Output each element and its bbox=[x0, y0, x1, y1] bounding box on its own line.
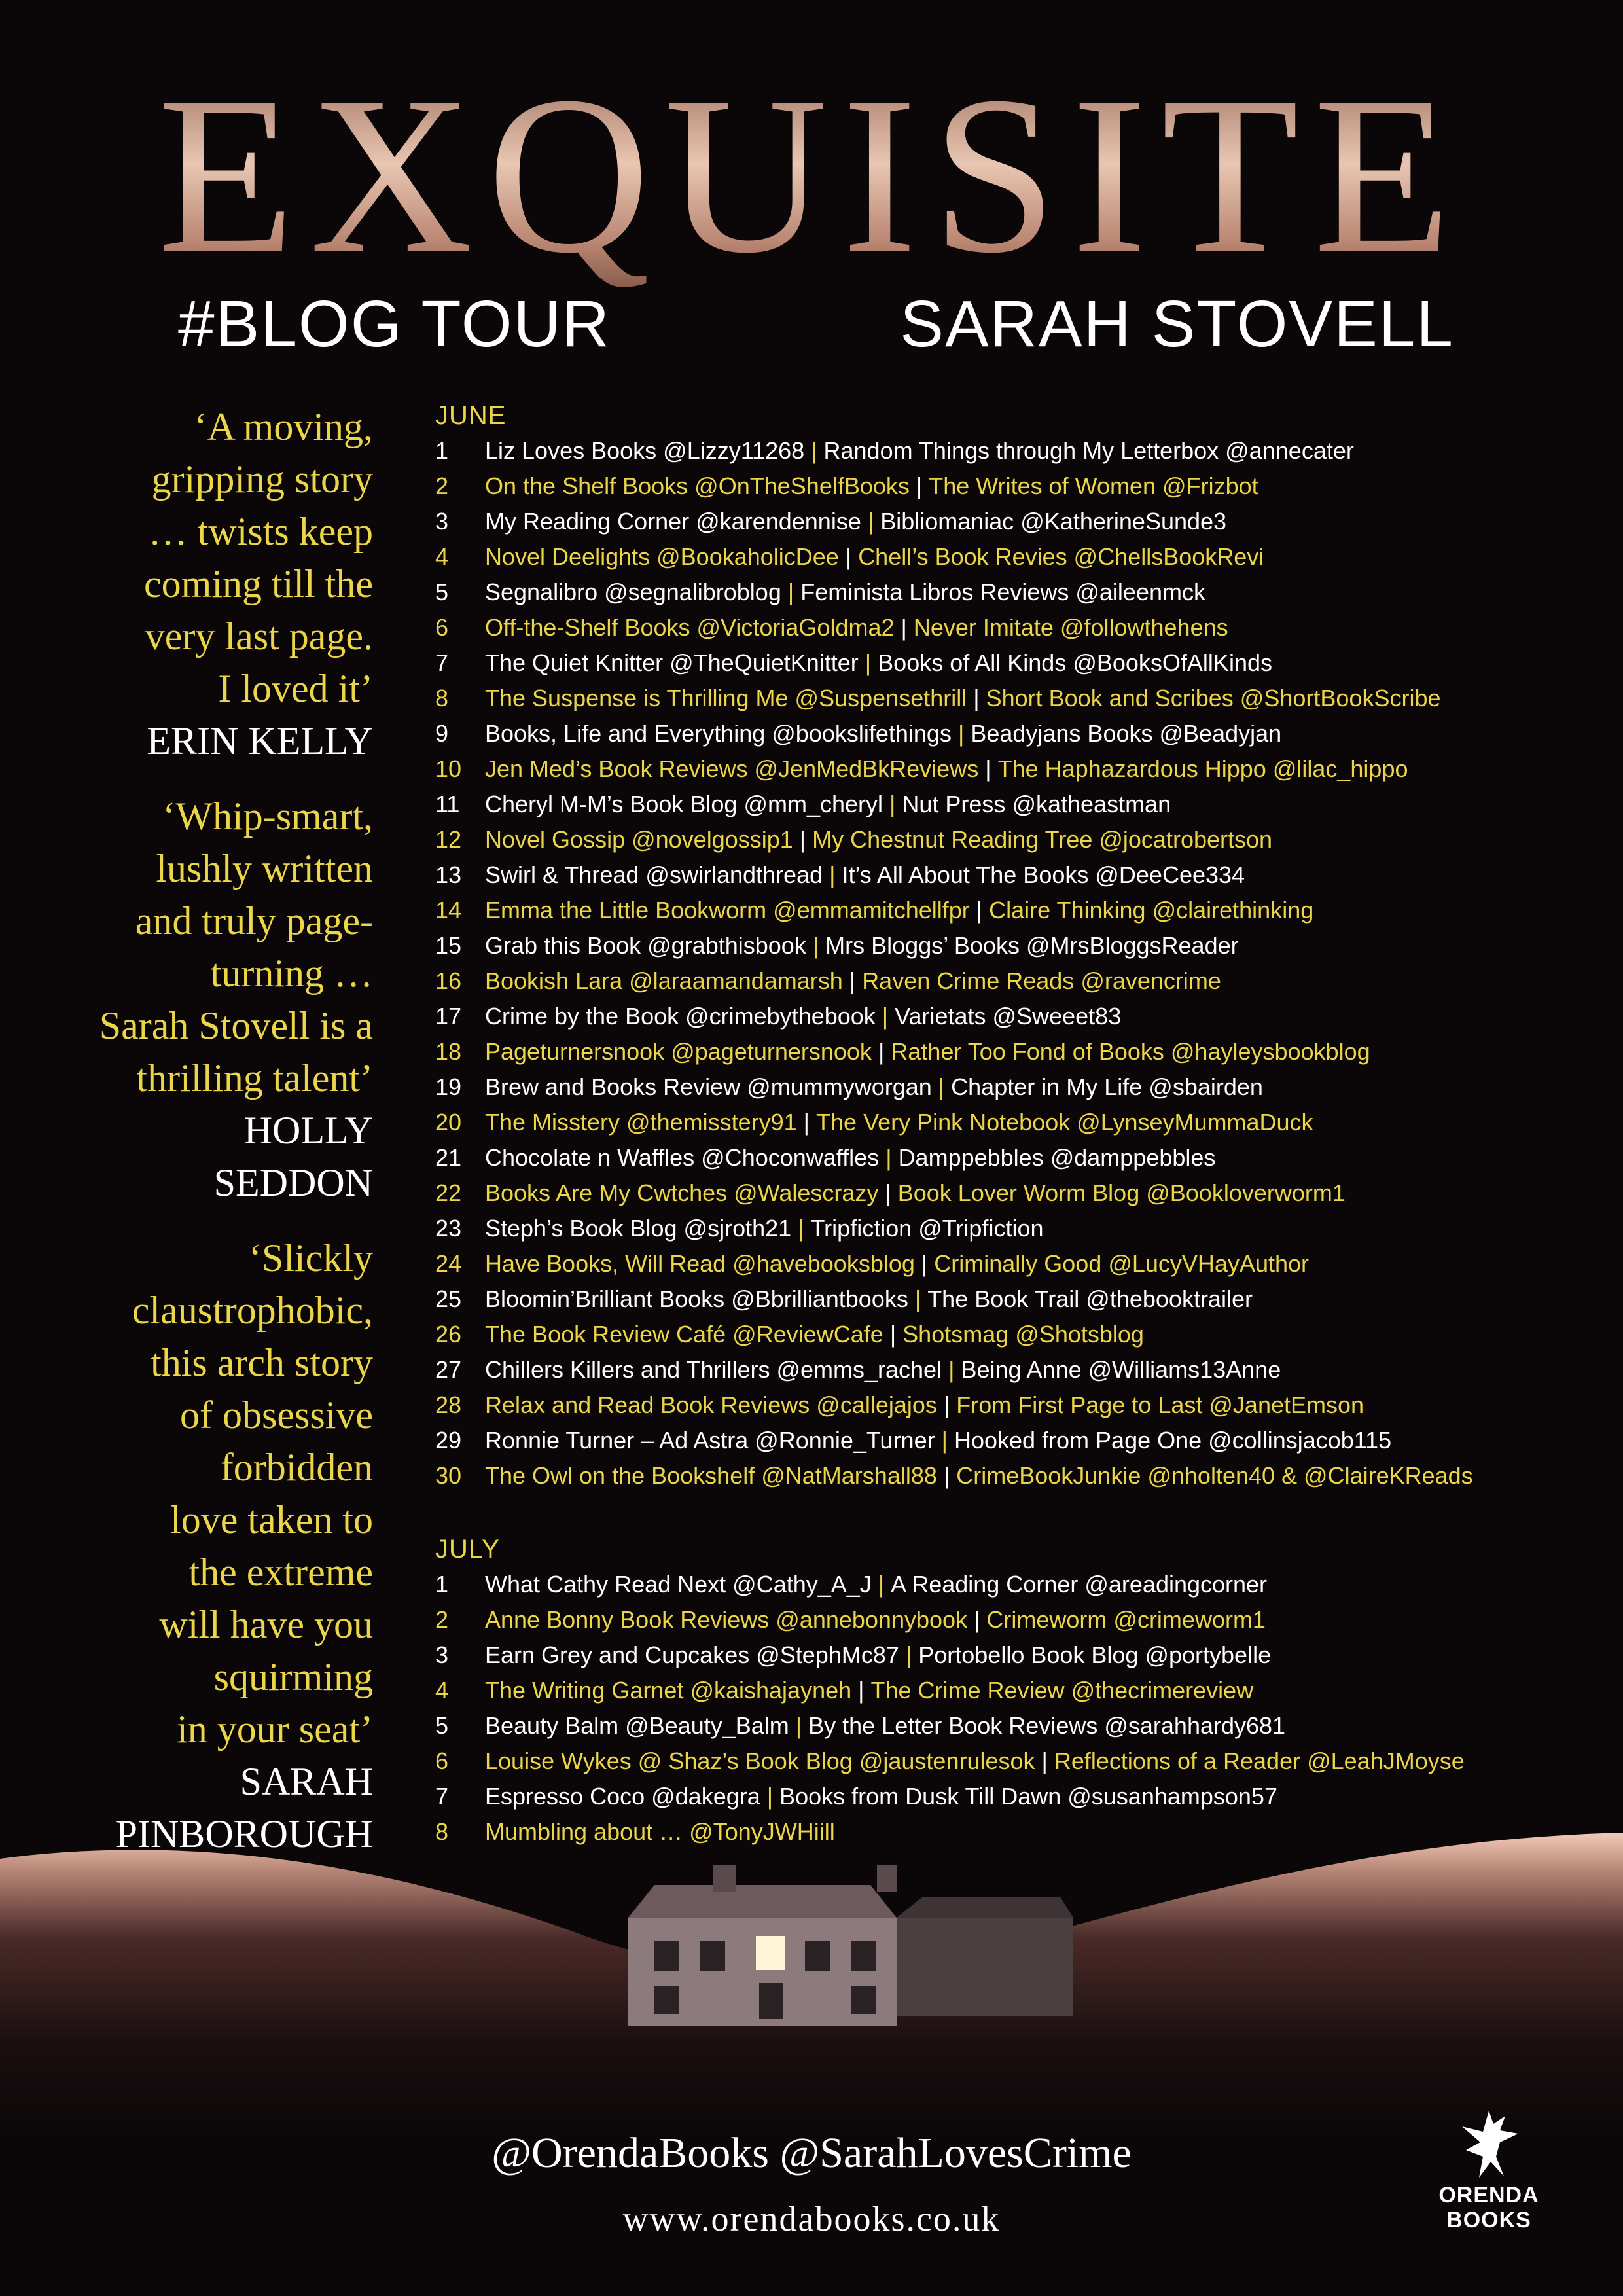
schedule-row bbox=[435, 716, 1587, 751]
day-number: 15 bbox=[435, 932, 462, 959]
schedule-row bbox=[435, 999, 1587, 1034]
blog-entry: Mrs Bloggs’ Books @MrsBloggsReader bbox=[825, 932, 1239, 959]
schedule-row bbox=[435, 822, 1587, 857]
entry-separator: | bbox=[867, 508, 874, 535]
author-name: SARAH STOVELL bbox=[900, 287, 1454, 361]
blog-entry: My Chestnut Reading Tree @jocatrobertson bbox=[812, 826, 1273, 853]
blog-entry: CrimeBookJunkie @nholten40 & @ClaireKReads bbox=[956, 1462, 1473, 1489]
entry-separator: | bbox=[889, 1321, 897, 1348]
blog-entry: It’s All About The Books @DeeCee334 bbox=[842, 861, 1245, 888]
blog-entry: Chapter in My Life @sbairden bbox=[951, 1073, 1263, 1100]
day-number: 7 bbox=[435, 1783, 449, 1810]
entry-separator: | bbox=[803, 1109, 810, 1136]
entry-separator: | bbox=[957, 720, 965, 747]
schedule-row bbox=[435, 1744, 1587, 1779]
schedule-row bbox=[435, 1458, 1587, 1494]
entry-separator: | bbox=[878, 1571, 885, 1598]
entry-separator: | bbox=[882, 1003, 889, 1030]
month-heading-june: JUNE bbox=[435, 401, 507, 430]
entry-separator: | bbox=[948, 1356, 955, 1383]
entry-separator: | bbox=[921, 1250, 928, 1277]
entry-separator: | bbox=[829, 861, 836, 888]
entry-separator: | bbox=[795, 1712, 802, 1739]
quote-text: ‘Whip-smart, lushly written and truly page- turning … Sarah Stovell is a thrilling talent’ bbox=[99, 795, 373, 1100]
blog-entry: Brew and Books Review @mummyworgan bbox=[485, 1073, 932, 1100]
blog-entry: Shotsmag @Shotsblog bbox=[902, 1321, 1144, 1348]
book-title: EXQUISITE bbox=[0, 62, 1623, 288]
day-number: 1 bbox=[435, 437, 449, 464]
schedule-row bbox=[435, 928, 1587, 963]
blog-entry: Grab this Book @grabthisbook bbox=[485, 932, 806, 959]
blog-entry: The Quiet Knitter @TheQuietKnitter bbox=[485, 649, 859, 676]
entry-separator: | bbox=[811, 437, 817, 464]
blog-entry: Tripfiction @Tripfiction bbox=[810, 1215, 1044, 1242]
blog-entry: Rather Too Fond of Books @hayleysbookblog bbox=[891, 1038, 1370, 1065]
blog-entry: Segnalibro @segnalibroblog bbox=[485, 579, 781, 605]
schedule-row bbox=[435, 575, 1587, 610]
blog-entry: Books Are My Cwtches @Walescrazy bbox=[485, 1179, 879, 1206]
blog-entry: Relax and Read Book Reviews @callejajos bbox=[485, 1391, 937, 1418]
june-schedule-list bbox=[435, 433, 1587, 1494]
entry-separator: | bbox=[941, 1427, 948, 1454]
entry-separator: | bbox=[973, 685, 980, 711]
entry-separator: | bbox=[885, 1144, 892, 1171]
entry-separator: | bbox=[914, 1285, 921, 1312]
blog-entry: Criminally Good @LucyVHayAuthor bbox=[934, 1250, 1310, 1277]
day-number: 22 bbox=[435, 1179, 462, 1206]
publisher-logo bbox=[1423, 2104, 1554, 2233]
blog-entry: Jen Med’s Book Reviews @JenMedBkReviews bbox=[485, 755, 979, 782]
quote-block bbox=[39, 1232, 373, 1860]
publisher-name: ORENDA BOOKS bbox=[1438, 2183, 1539, 2233]
schedule-row bbox=[435, 610, 1587, 645]
tour-schedule bbox=[435, 398, 1587, 1850]
day-number: 11 bbox=[435, 791, 460, 817]
schedule-row bbox=[435, 1282, 1587, 1317]
schedule-row bbox=[435, 1246, 1587, 1282]
july-schedule-list bbox=[435, 1567, 1587, 1850]
blog-entry: A Reading Corner @areadingcorner bbox=[891, 1571, 1268, 1598]
entry-separator: | bbox=[943, 1462, 950, 1489]
schedule-row bbox=[435, 1175, 1587, 1211]
blog-entry: Ronnie Turner – Ad Astra @Ronnie_Turner bbox=[485, 1427, 935, 1454]
entry-separator: | bbox=[976, 897, 983, 924]
schedule-row bbox=[435, 893, 1587, 928]
day-number: 4 bbox=[435, 543, 449, 570]
schedule-row bbox=[435, 1211, 1587, 1246]
day-number: 5 bbox=[435, 579, 449, 605]
entry-separator: | bbox=[889, 791, 896, 817]
blog-entry: Mumbling about … @TonyJWHiill bbox=[485, 1818, 835, 1845]
quote-text: ‘Slickly claustrophobic, this arch story of obsessive forbidden love taken to the extreme will have you squirming in your seat’ bbox=[132, 1236, 373, 1751]
blog-entry: Bloomin’Brilliant Books @Bbrilliantbooks bbox=[485, 1285, 908, 1312]
schedule-row bbox=[435, 1317, 1587, 1352]
blog-entry: By the Letter Book Reviews @sarahhardy681 bbox=[808, 1712, 1286, 1739]
schedule-row bbox=[435, 1423, 1587, 1458]
day-number: 20 bbox=[435, 1109, 462, 1136]
blog-entry: Random Things through My Letterbox @annecater bbox=[823, 437, 1354, 464]
day-number: 18 bbox=[435, 1038, 462, 1065]
blog-entry: Swirl & Thread @swirlandthread bbox=[485, 861, 823, 888]
blog-entry: Crimeworm @crimeworm1 bbox=[986, 1606, 1266, 1633]
blog-entry: Off-the-Shelf Books @VictoriaGoldma2 bbox=[485, 614, 895, 641]
blog-entry: The Owl on the Bookshelf @NatMarshall88 bbox=[485, 1462, 937, 1489]
blog-entry: Hooked from Page One @collinsjacob115 bbox=[954, 1427, 1392, 1454]
day-number: 3 bbox=[435, 1641, 449, 1668]
quote-author: SARAH PINBOROUGH bbox=[115, 1760, 373, 1856]
blog-entry: The Crime Review @thecrimereview bbox=[870, 1677, 1254, 1704]
day-number: 8 bbox=[435, 1818, 449, 1845]
blog-entry: The Book Trail @thebooktrailer bbox=[927, 1285, 1253, 1312]
entry-separator: | bbox=[905, 1641, 912, 1668]
blog-entry: Louise Wykes @ Shaz’s Book Blog @jaustenrulesok bbox=[485, 1748, 1035, 1774]
day-number: 17 bbox=[435, 1003, 462, 1030]
schedule-row bbox=[435, 1708, 1587, 1744]
blog-entry: Espresso Coco @dakegra bbox=[485, 1783, 760, 1810]
day-number: 27 bbox=[435, 1356, 462, 1383]
entry-separator: | bbox=[1041, 1748, 1048, 1774]
blog-entry: From First Page to Last @JanetEmson bbox=[956, 1391, 1364, 1418]
quote-block bbox=[39, 790, 373, 1209]
schedule-row bbox=[435, 504, 1587, 539]
blog-entry: Crime by the Book @crimebythebook bbox=[485, 1003, 876, 1030]
schedule-row bbox=[435, 751, 1587, 787]
day-number: 9 bbox=[435, 720, 449, 747]
blog-entry: Feminista Libros Reviews @aileenmck bbox=[800, 579, 1205, 605]
day-number: 21 bbox=[435, 1144, 462, 1171]
blog-entry: Pageturnersnook @pageturnersnook bbox=[485, 1038, 872, 1065]
website-url[interactable]: www.orendabooks.co.uk bbox=[622, 2199, 1001, 2238]
schedule-row bbox=[435, 787, 1587, 822]
social-handles: @OrendaBooks @SarahLovesCrime bbox=[491, 2129, 1132, 2177]
blog-entry: Cheryl M-M’s Book Blog @mm_cheryl bbox=[485, 791, 883, 817]
entry-separator: | bbox=[787, 579, 794, 605]
blog-entry: Never Imitate @followthehens bbox=[913, 614, 1228, 641]
schedule-row bbox=[435, 1638, 1587, 1673]
schedule-row bbox=[435, 645, 1587, 681]
entry-separator: | bbox=[849, 967, 856, 994]
day-number: 6 bbox=[435, 1748, 449, 1774]
schedule-row bbox=[435, 1034, 1587, 1069]
quote-block bbox=[39, 401, 373, 767]
day-number: 12 bbox=[435, 826, 462, 853]
blog-tour-label: #BLOG TOUR bbox=[178, 287, 611, 361]
blog-entry: Emma the Little Bookworm @emmamitchellfpr bbox=[485, 897, 970, 924]
quote-author: ERIN KELLY bbox=[147, 719, 373, 762]
day-number: 8 bbox=[435, 685, 449, 711]
blog-entry: On the Shelf Books @OnTheShelfBooks bbox=[485, 473, 910, 499]
blog-entry: Books of All Kinds @BooksOfAllKinds bbox=[878, 649, 1272, 676]
blog-entry: Beauty Balm @Beauty_Balm bbox=[485, 1712, 789, 1739]
day-number: 1 bbox=[435, 1571, 449, 1598]
entry-separator: | bbox=[865, 649, 872, 676]
blog-entry: Books from Dusk Till Dawn @susanhampson57 bbox=[779, 1783, 1277, 1810]
schedule-row bbox=[435, 963, 1587, 999]
entry-separator: | bbox=[916, 473, 923, 499]
day-number: 13 bbox=[435, 861, 462, 888]
blog-entry: Chillers Killers and Thrillers @emms_rachel bbox=[485, 1356, 942, 1383]
entry-separator: | bbox=[985, 755, 991, 782]
entry-separator: | bbox=[812, 932, 819, 959]
blog-entry: My Reading Corner @karendennise bbox=[485, 508, 861, 535]
quote-author: HOLLY SEDDON bbox=[213, 1109, 373, 1204]
month-heading-july: JULY bbox=[435, 1535, 500, 1564]
schedule-row bbox=[435, 1140, 1587, 1175]
day-number: 7 bbox=[435, 649, 449, 676]
blog-entry: Anne Bonny Book Reviews @annebonnybook bbox=[485, 1606, 968, 1633]
blog-entry: The Writes of Women @Frizbot bbox=[929, 473, 1258, 499]
blog-entry: Liz Loves Books @Lizzy11268 bbox=[485, 437, 805, 464]
schedule-row bbox=[435, 1388, 1587, 1423]
schedule-row bbox=[435, 1352, 1587, 1388]
quotes-column bbox=[39, 401, 373, 1883]
entry-separator: | bbox=[885, 1179, 891, 1206]
blog-entry: Short Book and Scribes @ShortBookScribe bbox=[986, 685, 1441, 711]
blog-entry: Reflections of a Reader @LeahJMoyse bbox=[1054, 1748, 1465, 1774]
schedule-row bbox=[435, 1105, 1587, 1140]
schedule-row bbox=[435, 1673, 1587, 1708]
schedule-row bbox=[435, 1779, 1587, 1814]
schedule-row bbox=[435, 1602, 1587, 1638]
day-number: 30 bbox=[435, 1462, 462, 1489]
entry-separator: | bbox=[878, 1038, 885, 1065]
blog-entry: Raven Crime Reads @ravencrime bbox=[862, 967, 1221, 994]
schedule-row bbox=[435, 539, 1587, 575]
schedule-row bbox=[435, 469, 1587, 504]
blog-entry: Steph’s Book Blog @sjroth21 bbox=[485, 1215, 792, 1242]
blog-entry: The Suspense is Thrilling Me @Suspensethrill bbox=[485, 685, 967, 711]
schedule-row bbox=[435, 1069, 1587, 1105]
blog-entry: What Cathy Read Next @Cathy_A_J bbox=[485, 1571, 872, 1598]
day-number: 23 bbox=[435, 1215, 462, 1242]
blog-entry: Books, Life and Everything @bookslifethings bbox=[485, 720, 952, 747]
blog-entry: The Misstery @themisstery91 bbox=[485, 1109, 797, 1136]
blog-entry: Damppebbles @damppebbles bbox=[898, 1144, 1216, 1171]
blog-entry: Earn Grey and Cupcakes @StephMc87 bbox=[485, 1641, 899, 1668]
entry-separator: | bbox=[901, 614, 907, 641]
blog-entry: Bookish Lara @laraamandamarsh bbox=[485, 967, 843, 994]
blog-entry: Claire Thinking @clairethinking bbox=[989, 897, 1314, 924]
day-number: 4 bbox=[435, 1677, 449, 1704]
house-icon bbox=[628, 1865, 1073, 2026]
schedule-row bbox=[435, 1567, 1587, 1602]
entry-separator: | bbox=[943, 1391, 950, 1418]
day-number: 2 bbox=[435, 473, 449, 499]
day-number: 14 bbox=[435, 897, 462, 924]
blog-entry: Being Anne @Williams13Anne bbox=[961, 1356, 1281, 1383]
day-number: 5 bbox=[435, 1712, 449, 1739]
day-number: 24 bbox=[435, 1250, 462, 1277]
blog-entry: The Book Review Café @ReviewCafe bbox=[485, 1321, 883, 1348]
schedule-row bbox=[435, 681, 1587, 716]
day-number: 10 bbox=[435, 755, 462, 782]
entry-separator: | bbox=[974, 1606, 980, 1633]
day-number: 16 bbox=[435, 967, 462, 994]
day-number: 2 bbox=[435, 1606, 449, 1633]
blog-entry: Chocolate n Waffles @Choconwaffles bbox=[485, 1144, 880, 1171]
blog-entry: Portobello Book Blog @portybelle bbox=[918, 1641, 1272, 1668]
blog-entry: Beadyjans Books @Beadyjan bbox=[971, 720, 1282, 747]
blog-entry: The Writing Garnet @kaishajayneh bbox=[485, 1677, 852, 1704]
blog-entry: Have Books, Will Read @havebooksblog bbox=[485, 1250, 915, 1277]
blog-entry: Novel Gossip @novelgossip1 bbox=[485, 826, 793, 853]
day-number: 3 bbox=[435, 508, 449, 535]
entry-separator: | bbox=[845, 543, 852, 570]
quote-text: ‘A moving, gripping story … twists keep coming till the very last page. I loved it’ bbox=[144, 405, 373, 710]
entry-separator: | bbox=[799, 826, 806, 853]
day-number: 26 bbox=[435, 1321, 462, 1348]
entry-separator: | bbox=[766, 1783, 774, 1810]
blog-entry: Bibliomaniac @KatherineSunde3 bbox=[880, 508, 1227, 535]
day-number: 19 bbox=[435, 1073, 462, 1100]
day-number: 28 bbox=[435, 1391, 462, 1418]
blog-entry: Varietats @Sweeet83 bbox=[895, 1003, 1122, 1030]
entry-separator: | bbox=[938, 1073, 945, 1100]
entry-separator: | bbox=[858, 1677, 865, 1704]
day-number: 6 bbox=[435, 614, 449, 641]
blog-entry: The Very Pink Notebook @LynseyMummaDuck bbox=[816, 1109, 1313, 1136]
blog-entry: Nut Press @katheastman bbox=[902, 791, 1171, 817]
blog-entry: Novel Deelights @BookaholicDee bbox=[485, 543, 839, 570]
bird-icon bbox=[1453, 2104, 1525, 2183]
schedule-row bbox=[435, 433, 1587, 469]
hill-house-illustration bbox=[0, 1820, 1623, 2134]
day-number: 29 bbox=[435, 1427, 462, 1454]
schedule-row bbox=[435, 857, 1587, 893]
blog-entry: Chell’s Book Revies @ChellsBookRevi bbox=[858, 543, 1264, 570]
blog-entry: Book Lover Worm Blog @Bookloverworm1 bbox=[897, 1179, 1346, 1206]
blog-entry: The Haphazardous Hippo @lilac_hippo bbox=[997, 755, 1408, 782]
entry-separator: | bbox=[798, 1215, 804, 1242]
day-number: 25 bbox=[435, 1285, 462, 1312]
